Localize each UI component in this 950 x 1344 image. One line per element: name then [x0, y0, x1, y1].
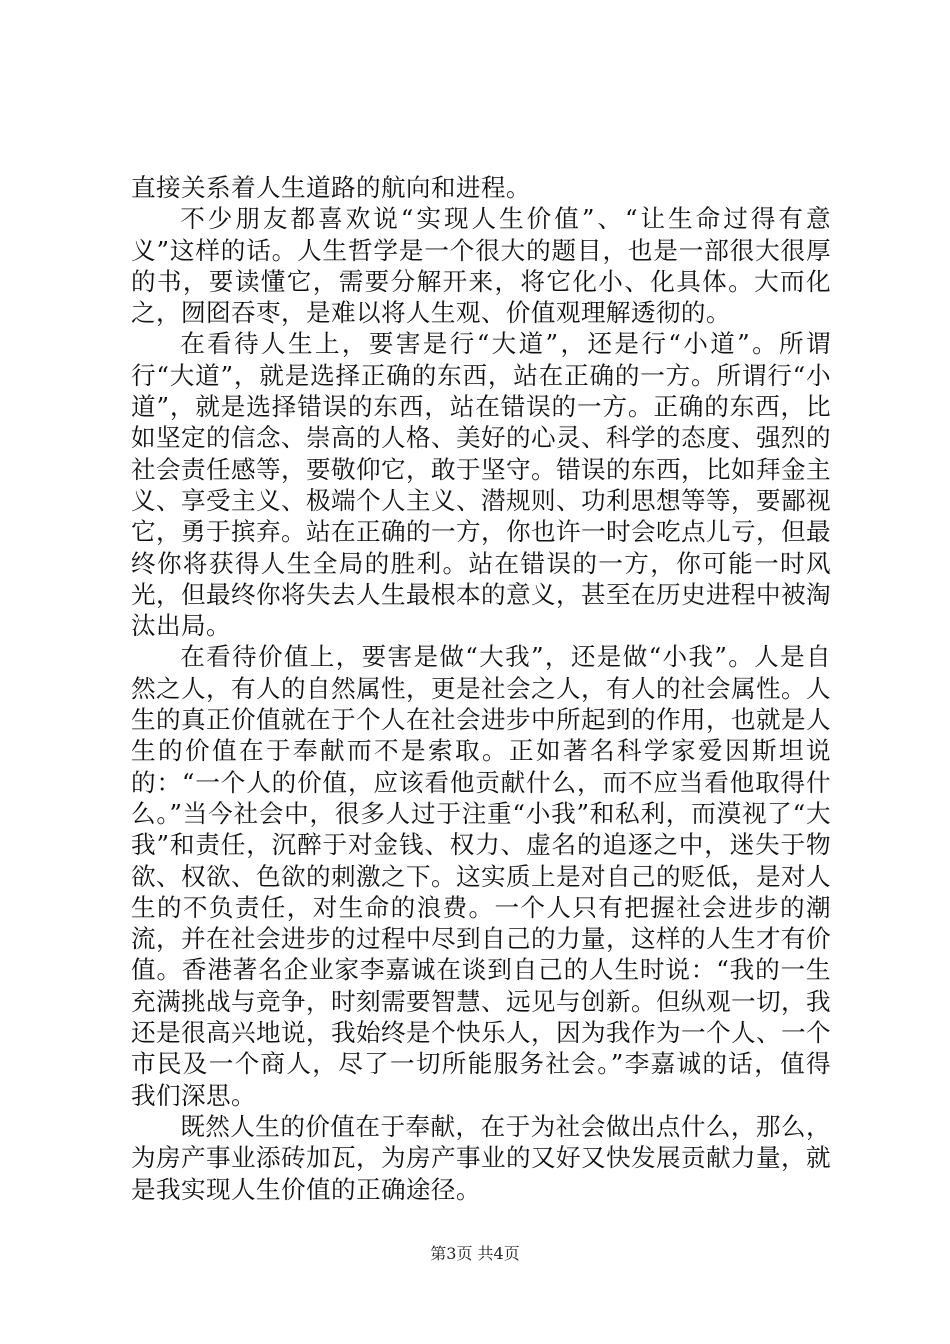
- paragraph-continuation: 直接关系着人生道路的航向和进程。: [131, 173, 531, 202]
- page-number: 第3页 共4页: [430, 1244, 520, 1263]
- paragraph-conclusion: 既然人生的价值在于奉献，在于为社会做出点什么，那么，为房产事业添砖加瓦，为房产事业的又好又快发展贡献力量，就是我实现人生价值的正确途径。: [131, 1111, 831, 1204]
- paragraph-life-value: 不少朋友都喜欢说“实现人生价值”、“让生命过得有意义”这样的话。人生哲学是一个很大的题目，也是一部很大很厚的书，要读懂它，需要分解开来，将它化小、化具体。大而化之，囫囵吞枣，是难以将人生观、价值观理解透彻的。: [131, 204, 831, 328]
- paragraph-big-self: 在看待价值上，要害是做“大我”，还是做“小我”。人是自然之人，有人的自然属性，更是社会之人，有人的社会属性。人生的真正价值就在于个人在社会进步中所起到的作用，也就是人生的价值在于奉献而不是索取。正如著名科学家爱因斯坦说的：“一个人的价值，应该看他贡献什么，而不应当看他取得什么。”当今社会中，很多人过于注重“小我”和私利，而漠视了“大我”和责任，沉醉于对金钱、权力、虚名的追逐之中，迷失于物欲、权欲、色欲的刺激之下。这实质上是对自己的贬低，是对人生的不负责任，对生命的浪费。一个人只有把握社会进步的潮流，并在社会进步的过程中尽到自己的力量，这样的人生才有价值。香港著名企业家李嘉诚在谈到自己的人生时说：“我的一生充满挑战与竞争，时刻需要智慧、远见与创新。但纵观一切，我还是很高兴地说，我始终是个快乐人，因为我作为一个人、一个市民及一个商人，尽了一切所能服务社会。”李嘉诚的话，值得我们深思。: [131, 642, 831, 1110]
- paragraph-big-road: 在看待人生上，要害是行“大道”，还是行“小道”。所谓行“大道”，就是选择正确的东西，站在正确的一方。所谓行“小道”，就是选择错误的东西，站在错误的一方。正确的东西，比如坚定的信念、崇高的人格、美好的心灵、科学的态度、强烈的社会责任感等，要敬仰它，敢于坚守。错误的东西，比如拜金主义、享受主义、极端个人主义、潜规则、功利思想等等，要鄙视它，勇于摈弃。站在正确的一方，你也许一时会吃点儿亏，但最终你将获得人生全局的胜利。站在错误的一方，你可能一时风光，但最终你将失去人生最根本的意义，甚至在历史进程中被淘汰出局。: [131, 329, 831, 641]
- body-text: [131, 172, 831, 1205]
- page-footer: [0, 1244, 950, 1264]
